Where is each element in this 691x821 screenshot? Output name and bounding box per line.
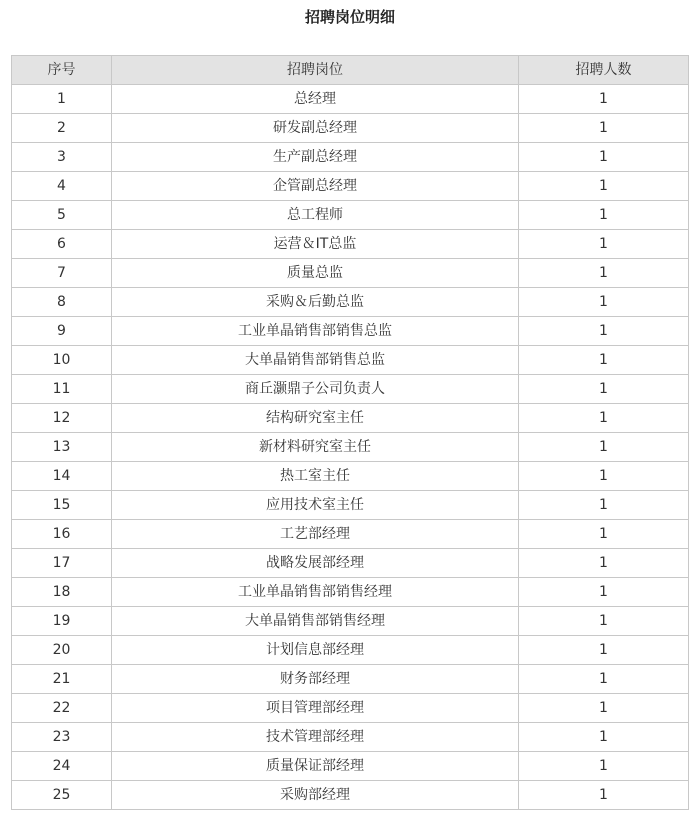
cell-position: 商丘灏鼎子公司负责人	[112, 375, 519, 404]
cell-serial-number: 20	[12, 636, 112, 665]
table-row	[12, 665, 689, 694]
cell-headcount: 1	[519, 694, 689, 723]
cell-headcount: 1	[519, 143, 689, 172]
cell-position: 总经理	[112, 85, 519, 114]
cell-headcount: 1	[519, 375, 689, 404]
table-row	[12, 578, 689, 607]
table-row	[12, 259, 689, 288]
table-row	[12, 404, 689, 433]
cell-headcount: 1	[519, 288, 689, 317]
cell-serial-number: 23	[12, 723, 112, 752]
cell-position: 工艺部经理	[112, 520, 519, 549]
cell-serial-number: 21	[12, 665, 112, 694]
cell-serial-number: 7	[12, 259, 112, 288]
cell-headcount: 1	[519, 723, 689, 752]
cell-headcount: 1	[519, 665, 689, 694]
cell-serial-number: 1	[12, 85, 112, 114]
cell-headcount: 1	[519, 491, 689, 520]
cell-position: 生产副总经理	[112, 143, 519, 172]
cell-position: 大单晶销售部销售总监	[112, 346, 519, 375]
cell-position: 财务部经理	[112, 665, 519, 694]
cell-position: 项目管理部经理	[112, 694, 519, 723]
table-header-row	[12, 56, 689, 85]
cell-position: 热工室主任	[112, 462, 519, 491]
table-row	[12, 317, 689, 346]
cell-serial-number: 3	[12, 143, 112, 172]
cell-serial-number: 18	[12, 578, 112, 607]
cell-serial-number: 24	[12, 752, 112, 781]
cell-serial-number: 12	[12, 404, 112, 433]
cell-serial-number: 19	[12, 607, 112, 636]
cell-headcount: 1	[519, 433, 689, 462]
cell-position: 采购部经理	[112, 781, 519, 810]
table-row	[12, 230, 689, 259]
table-row	[12, 781, 689, 810]
table-row	[12, 172, 689, 201]
table-row	[12, 607, 689, 636]
cell-headcount: 1	[519, 201, 689, 230]
header-position: 招聘岗位	[112, 56, 519, 85]
cell-position: 研发副总经理	[112, 114, 519, 143]
table-row	[12, 375, 689, 404]
cell-position: 质量保证部经理	[112, 752, 519, 781]
cell-headcount: 1	[519, 520, 689, 549]
table-row	[12, 694, 689, 723]
header-serial-number: 序号	[12, 56, 112, 85]
cell-headcount: 1	[519, 462, 689, 491]
table-row	[12, 491, 689, 520]
cell-position: 新材料研究室主任	[112, 433, 519, 462]
table-body	[12, 85, 689, 810]
cell-position: 工业单晶销售部销售总监	[112, 317, 519, 346]
cell-position: 应用技术室主任	[112, 491, 519, 520]
cell-serial-number: 13	[12, 433, 112, 462]
cell-headcount: 1	[519, 346, 689, 375]
cell-headcount: 1	[519, 607, 689, 636]
cell-serial-number: 16	[12, 520, 112, 549]
cell-serial-number: 10	[12, 346, 112, 375]
table-row	[12, 85, 689, 114]
table-row	[12, 201, 689, 230]
cell-serial-number: 22	[12, 694, 112, 723]
jobs-table	[11, 55, 689, 810]
cell-position: 质量总监	[112, 259, 519, 288]
table-row	[12, 346, 689, 375]
cell-headcount: 1	[519, 752, 689, 781]
cell-serial-number: 15	[12, 491, 112, 520]
cell-position: 技术管理部经理	[112, 723, 519, 752]
table-row	[12, 752, 689, 781]
cell-serial-number: 6	[12, 230, 112, 259]
cell-headcount: 1	[519, 636, 689, 665]
cell-serial-number: 2	[12, 114, 112, 143]
table-row	[12, 433, 689, 462]
table-row	[12, 143, 689, 172]
cell-position: 计划信息部经理	[112, 636, 519, 665]
cell-headcount: 1	[519, 578, 689, 607]
table-row	[12, 723, 689, 752]
cell-serial-number: 9	[12, 317, 112, 346]
cell-serial-number: 11	[12, 375, 112, 404]
cell-serial-number: 5	[12, 201, 112, 230]
cell-position: 采购＆后勤总监	[112, 288, 519, 317]
page-title: 招聘岗位明细	[304, 8, 395, 26]
cell-position: 战略发展部经理	[112, 549, 519, 578]
table-row	[12, 636, 689, 665]
cell-headcount: 1	[519, 259, 689, 288]
cell-position: 总工程师	[112, 201, 519, 230]
cell-headcount: 1	[519, 404, 689, 433]
cell-headcount: 1	[519, 781, 689, 810]
cell-headcount: 1	[519, 85, 689, 114]
cell-serial-number: 14	[12, 462, 112, 491]
cell-headcount: 1	[519, 549, 689, 578]
cell-headcount: 1	[519, 230, 689, 259]
cell-position: 大单晶销售部销售经理	[112, 607, 519, 636]
cell-position: 企管副总经理	[112, 172, 519, 201]
table-row	[12, 549, 689, 578]
cell-headcount: 1	[519, 114, 689, 143]
cell-serial-number: 4	[12, 172, 112, 201]
cell-position: 运营＆IT总监	[112, 230, 519, 259]
cell-serial-number: 17	[12, 549, 112, 578]
cell-serial-number: 25	[12, 781, 112, 810]
cell-position: 工业单晶销售部销售经理	[112, 578, 519, 607]
table-row	[12, 114, 689, 143]
cell-position: 结构研究室主任	[112, 404, 519, 433]
jobs-table-container	[11, 55, 688, 810]
cell-serial-number: 8	[12, 288, 112, 317]
table-row	[12, 520, 689, 549]
table-row	[12, 462, 689, 491]
table-row	[12, 288, 689, 317]
cell-headcount: 1	[519, 317, 689, 346]
cell-headcount: 1	[519, 172, 689, 201]
header-headcount: 招聘人数	[519, 56, 689, 85]
